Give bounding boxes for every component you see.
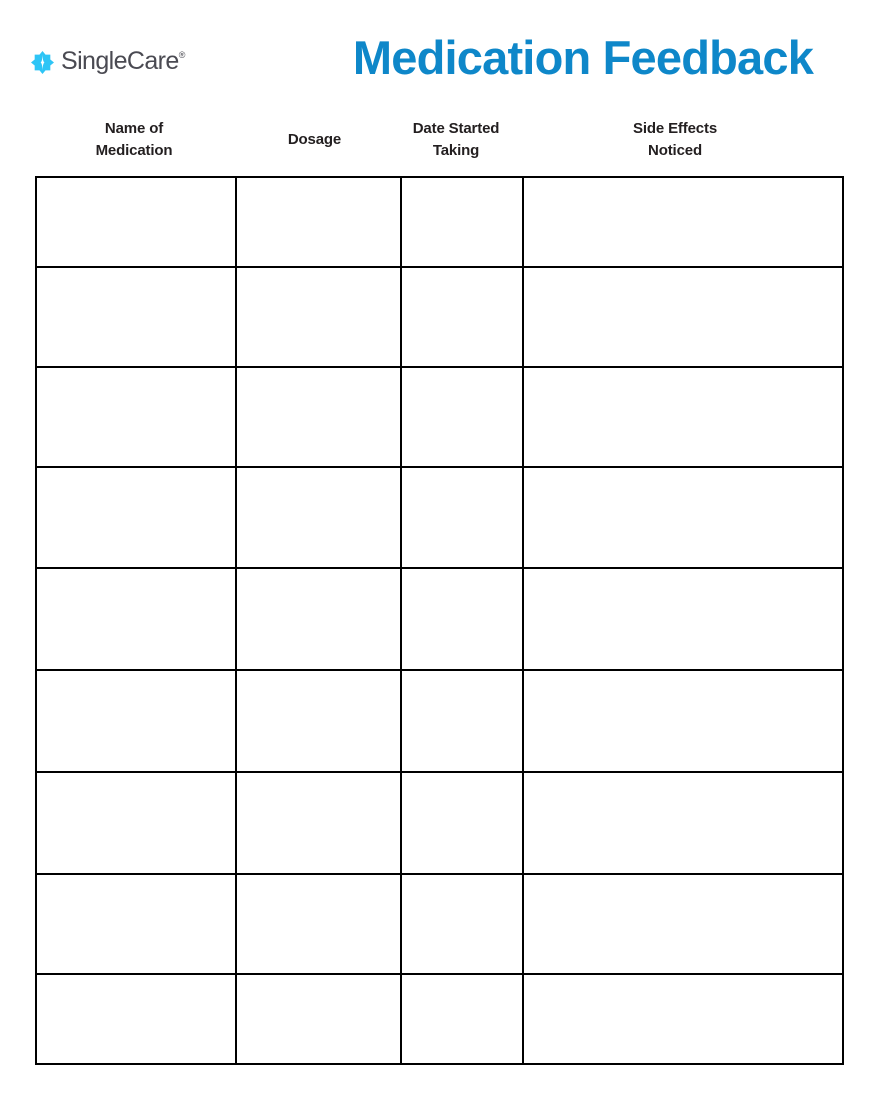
table-cell-name[interactable] [36, 670, 236, 772]
table-row [36, 568, 843, 670]
table-cell-date_started[interactable] [401, 874, 523, 974]
table-cell-name[interactable] [36, 267, 236, 367]
singlecare-star-icon [31, 51, 54, 74]
column-header-line1: Name of [104, 120, 164, 137]
table-row [36, 874, 843, 974]
column-header-name-of-medication [35, 118, 233, 168]
table-cell-name[interactable] [36, 467, 236, 568]
brand-name-text: SingleCare [61, 47, 179, 75]
table-cell-side_effects[interactable] [523, 874, 843, 974]
table-cell-date_started[interactable] [401, 974, 523, 1064]
column-header-line2: Medication [95, 141, 173, 159]
table-cell-date_started[interactable] [401, 467, 523, 568]
table-row [36, 467, 843, 568]
table-body [36, 177, 843, 1064]
table-cell-dosage[interactable] [236, 367, 401, 467]
table-row [36, 177, 843, 267]
singlecare-logo [31, 47, 186, 75]
table-row [36, 772, 843, 874]
table-cell-date_started[interactable] [401, 772, 523, 874]
table-cell-dosage[interactable] [236, 177, 401, 267]
table-row [36, 367, 843, 467]
medication-feedback-table [35, 176, 844, 1065]
column-header-line2: Noticed [648, 141, 702, 159]
table-cell-date_started[interactable] [401, 670, 523, 772]
table-cell-name[interactable] [36, 874, 236, 974]
table-cell-name[interactable] [36, 772, 236, 874]
table-cell-name[interactable] [36, 974, 236, 1064]
table-cell-name[interactable] [36, 367, 236, 467]
column-header-side-effects-noticed [516, 118, 834, 168]
table-cell-dosage[interactable] [236, 467, 401, 568]
table-cell-side_effects[interactable] [523, 177, 843, 267]
table-cell-date_started[interactable] [401, 568, 523, 670]
table-cell-date_started[interactable] [401, 367, 523, 467]
table-cell-side_effects[interactable] [523, 670, 843, 772]
table-row [36, 670, 843, 772]
table-row [36, 267, 843, 367]
column-header-line2: Taking [432, 141, 480, 159]
table-cell-dosage[interactable] [236, 670, 401, 772]
table-column-headers [35, 118, 834, 168]
table-cell-name[interactable] [36, 568, 236, 670]
table-cell-dosage[interactable] [236, 267, 401, 367]
page-title: Medication Feedback [352, 31, 814, 84]
table-cell-dosage[interactable] [236, 874, 401, 974]
column-header-line1: Date Started [412, 120, 500, 137]
table-cell-date_started[interactable] [401, 267, 523, 367]
column-header-dosage [233, 118, 396, 168]
table-cell-dosage[interactable] [236, 772, 401, 874]
table-cell-side_effects[interactable] [523, 568, 843, 670]
table-cell-side_effects[interactable] [523, 267, 843, 367]
table-cell-date_started[interactable] [401, 177, 523, 267]
column-header-line1: Dosage [287, 131, 342, 149]
trademark-symbol: ® [178, 49, 186, 60]
column-header-date-started-taking [396, 118, 516, 168]
table-cell-side_effects[interactable] [523, 974, 843, 1064]
table-cell-dosage[interactable] [236, 568, 401, 670]
table-cell-side_effects[interactable] [523, 467, 843, 568]
singlecare-wordmark [61, 49, 185, 74]
table-cell-side_effects[interactable] [523, 367, 843, 467]
column-header-line1: Side Effects [632, 120, 718, 137]
table-row [36, 974, 843, 1064]
table-cell-dosage[interactable] [236, 974, 401, 1064]
table-cell-name[interactable] [36, 177, 236, 267]
page-header [0, 0, 872, 110]
table-cell-side_effects[interactable] [523, 772, 843, 874]
